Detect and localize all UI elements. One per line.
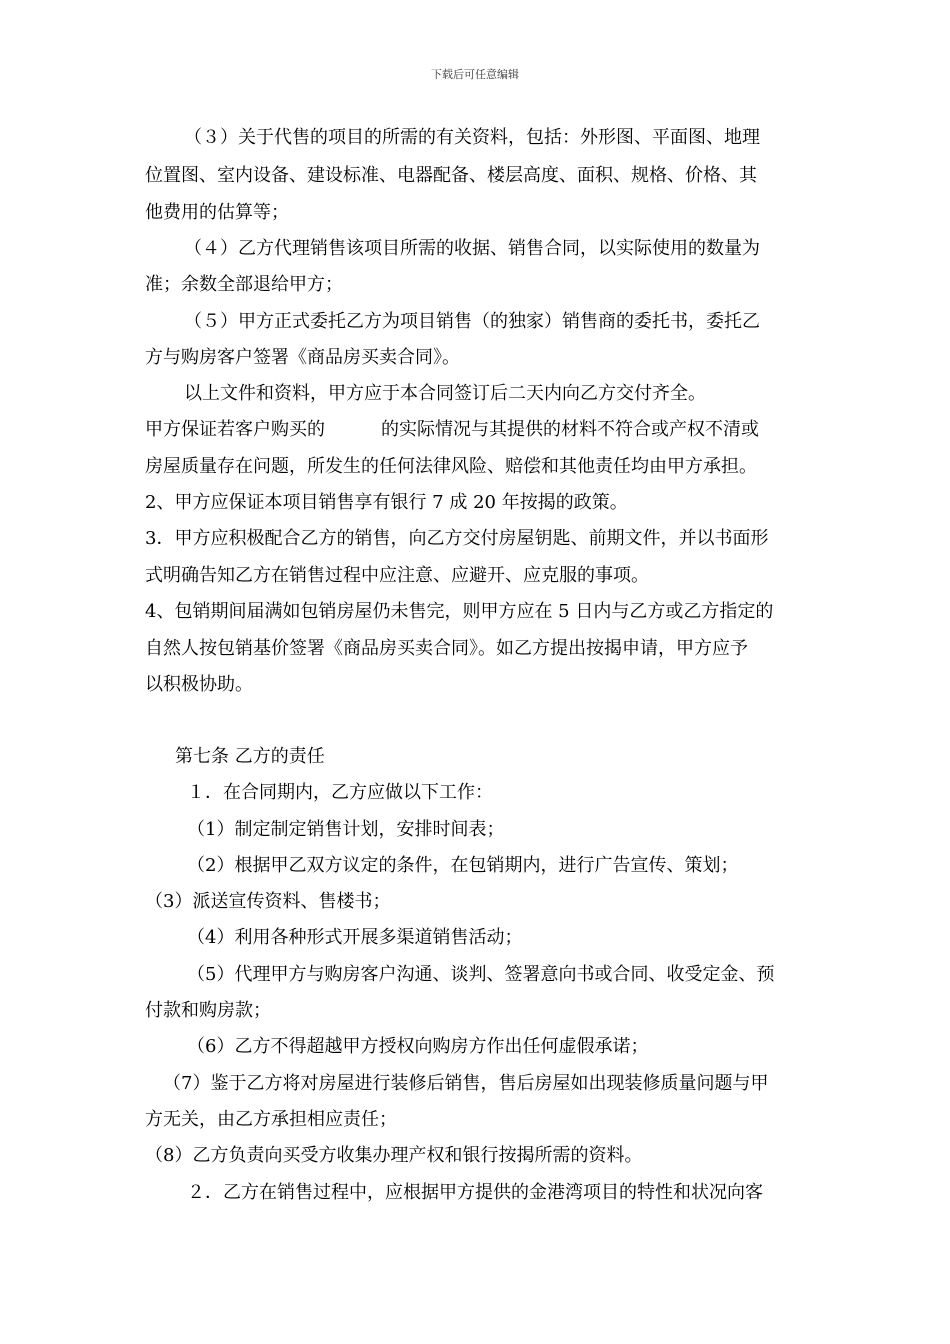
- paragraph-line: （３）关于代售的项目的所需的有关资料，包括：外形图、平面图、地理: [184, 127, 760, 148]
- paragraph-line: （3）派送宣传资料、售楼书；: [145, 891, 391, 912]
- paragraph-line: 准；余数全部退给甲方；: [145, 274, 343, 295]
- paragraph-line: （1）制定制定销售计划，安排时间表；: [187, 819, 505, 840]
- paragraph-line: 3．甲方应积极配合乙方的销售，向乙方交付房屋钥匙、前期文件，并以书面形: [145, 528, 769, 549]
- paragraph-line: （５）甲方正式委托乙方为项目销售（的独家）销售商的委托书，委托乙: [184, 311, 760, 332]
- paragraph-line: １．在合同期内，乙方应做以下工作：: [187, 782, 493, 803]
- paragraph-line: 位置图、室内设备、建设标准、电器配备、楼层高度、面积、规格、价格、其: [145, 165, 757, 186]
- line-segment: 的实际情况与其提供的材料不符合或产权不清或: [381, 419, 759, 440]
- paragraph-line: （4）利用各种形式开展多渠道销售活动；: [187, 927, 523, 948]
- paragraph-line: 式明确告知乙方在销售过程中应注意、应避开、应克服的事项。: [145, 565, 649, 586]
- paragraph-line: 2、甲方应保证本项目销售享有银行 7 成 20 年按揭的政策。: [145, 492, 628, 513]
- page-header: 下载后可任意编辑: [431, 68, 519, 81]
- paragraph-line: 4、包销期间届满如包销房屋仍未售完，则甲方应在 5 日内与乙方或乙方指定的: [145, 601, 774, 622]
- paragraph-line: ２．乙方在销售过程中，应根据甲方提供的金港湾项目的特性和状况向客: [187, 1182, 763, 1203]
- paragraph-line: 自然人按包销基价签署《商品房买卖合同》。如乙方提出按揭申请，甲方应予: [145, 638, 748, 659]
- paragraph-line: 以上文件和资料，甲方应于本合同签订后二天内向乙方交付齐全。: [184, 383, 706, 404]
- paragraph-line: 以积极协助。: [145, 674, 253, 695]
- paragraph-line: （2）根据甲乙双方议定的条件，在包销期内，进行广告宣传、策划；: [187, 855, 739, 876]
- paragraph-line: [145, 418, 759, 442]
- paragraph-line: 方无关，由乙方承担相应责任；: [145, 1109, 397, 1130]
- paragraph-line: （7）鉴于乙方将对房屋进行装修后销售，售后房屋如出现装修质量问题与甲: [163, 1073, 769, 1094]
- paragraph-line: 房屋质量存在问题，所发生的任何法律风险、赔偿和其他责任均由甲方承担。: [145, 456, 757, 477]
- paragraph-line: （6）乙方不得超越甲方授权向购房方作出任何虚假承诺；: [187, 1036, 649, 1057]
- paragraph-line: （8）乙方负责向买受方收集办理产权和银行按揭所需的资料。: [145, 1145, 643, 1166]
- paragraph-line: 第七条 乙方的责任: [175, 746, 325, 767]
- paragraph-line: 付款和购房款；: [145, 1000, 271, 1021]
- paragraph-line: （5）代理甲方与购房客户沟通、谈判、签署意向书或合同、收受定金、预: [187, 964, 775, 985]
- paragraph-line: 他费用的估算等；: [145, 202, 289, 223]
- line-segment: 甲方保证若客户购买的: [145, 419, 325, 440]
- paragraph-line: 方与购房客户签署《商品房买卖合同》。: [145, 347, 460, 368]
- paragraph-line: （４）乙方代理销售该项目所需的收据、销售合同，以实际使用的数量为: [184, 238, 760, 259]
